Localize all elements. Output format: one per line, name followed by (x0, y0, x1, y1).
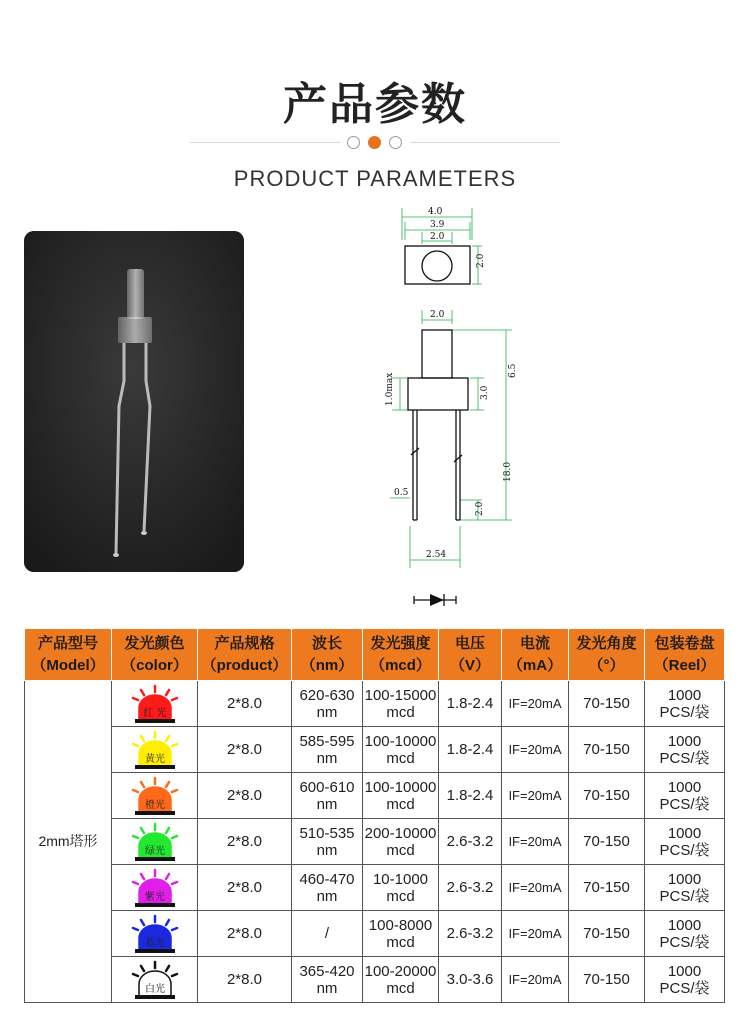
light-ray (166, 828, 169, 833)
header-current: 电流 （mA） (502, 629, 569, 681)
dim-top-height: 2.0 (476, 253, 486, 268)
cell-reel: 1000 PCS/袋 (645, 773, 725, 819)
light-ray (166, 736, 169, 741)
light-ray (166, 874, 169, 879)
light-ray (172, 974, 177, 976)
header-reel: 包装卷盘 （Reel） (645, 629, 725, 681)
light-ray (172, 698, 177, 700)
cell-color (112, 865, 198, 911)
cell-current: IF=20mA (502, 819, 569, 865)
cell-reel: 1000 PCS/袋 (645, 819, 725, 865)
header-wavelength: 波长 （nm） (292, 629, 363, 681)
bulb-base (135, 857, 175, 861)
bulb-base (135, 765, 175, 769)
color-bulb-icon (127, 822, 183, 862)
cell-spec: 2*8.0 (198, 773, 292, 819)
light-ray (166, 966, 169, 971)
light-ray (133, 882, 138, 884)
cell-color (112, 911, 198, 957)
cell-color (112, 819, 198, 865)
light-ray (133, 698, 138, 700)
light-ray (133, 928, 138, 930)
table-row (25, 773, 725, 819)
cell-spec: 2*8.0 (198, 819, 292, 865)
bulb-base (135, 903, 175, 907)
cell-intensity: 10-1000 mcd (363, 865, 439, 911)
dimension-drawing (360, 200, 520, 615)
cell-intensity: 100-15000 mcd (363, 681, 439, 727)
cell-reel: 1000 PCS/袋 (645, 911, 725, 957)
light-ray (141, 690, 144, 695)
cell-angle: 70-150 (569, 727, 645, 773)
cell-intensity: 200-10000 mcd (363, 819, 439, 865)
cell-color (112, 773, 198, 819)
color-bulb-icon (127, 684, 183, 724)
light-ray (141, 966, 144, 971)
bulb-label: 绿光 (144, 845, 165, 857)
cell-current: IF=20mA (502, 957, 569, 1003)
cell-angle: 70-150 (569, 773, 645, 819)
cell-wavelength: 460-470 nm (292, 865, 363, 911)
light-ray (133, 974, 138, 976)
light-ray (166, 920, 169, 925)
cell-angle: 70-150 (569, 865, 645, 911)
bulb-label: 紫光 (144, 891, 165, 903)
dim-total-height: 6.5 (508, 363, 518, 378)
light-ray (141, 874, 144, 879)
dim-top-width: 4.0 (428, 207, 443, 217)
led-photo-illustration (24, 231, 244, 572)
bulb-label: 蓝光 (144, 937, 165, 949)
color-bulb-icon (127, 730, 183, 770)
header-voltage: 电压 （V） (439, 629, 502, 681)
cell-voltage: 1.8-2.4 (439, 681, 502, 727)
cell-spec: 2*8.0 (198, 865, 292, 911)
cell-current: IF=20mA (502, 865, 569, 911)
cell-voltage: 3.0-3.6 (439, 957, 502, 1003)
light-ray (141, 782, 144, 787)
bulb-base (135, 811, 175, 815)
header-color: 发光颜色 （color） (112, 629, 198, 681)
dim-lens-diameter: 2.0 (430, 232, 445, 242)
light-ray (133, 744, 138, 746)
light-ray (172, 882, 177, 884)
cell-intensity: 100-8000 mcd (363, 911, 439, 957)
cell-reel: 1000 PCS/袋 (645, 865, 725, 911)
light-ray (133, 836, 138, 838)
table-header-row (25, 629, 725, 681)
light-ray (141, 736, 144, 741)
dim-lead-end: 2.0 (475, 501, 485, 516)
cell-intensity: 100-20000 mcd (363, 957, 439, 1003)
page-title: 产品参数 (283, 79, 467, 130)
cell-wavelength: 585-595 nm (292, 727, 363, 773)
cell-voltage: 2.6-3.2 (439, 865, 502, 911)
cell-spec: 2*8.0 (198, 681, 292, 727)
dim-lead-diameter: 0.5 (394, 488, 409, 498)
header-model: 产品型号 （Model） (25, 629, 112, 681)
bulb-label: 黄光 (144, 753, 165, 765)
cell-current: IF=20mA (502, 727, 569, 773)
table-row (25, 865, 725, 911)
light-ray (141, 920, 144, 925)
dim-inner-width: 3.9 (430, 220, 445, 230)
table-row (25, 957, 725, 1003)
cell-reel: 1000 PCS/袋 (645, 727, 725, 773)
bulb-label: 红 光 (142, 707, 167, 719)
light-ray (141, 828, 144, 833)
cell-angle: 70-150 (569, 681, 645, 727)
light-ray (172, 790, 177, 792)
cell-wavelength: / (292, 911, 363, 957)
bulb-label: 白光 (144, 983, 165, 995)
dim-head-width: 2.0 (430, 310, 445, 320)
cell-angle: 70-150 (569, 819, 645, 865)
dim-flange-max: 1.0max (385, 372, 395, 406)
cell-wavelength: 365-420 nm (292, 957, 363, 1003)
table-row (25, 911, 725, 957)
light-ray (172, 836, 177, 838)
cell-reel: 1000 PCS/袋 (645, 681, 725, 727)
cell-voltage: 1.8-2.4 (439, 773, 502, 819)
light-ray (172, 928, 177, 930)
light-ray (166, 782, 169, 787)
page-subtitle: PRODUCT PARAMETERS (233, 166, 517, 191)
parameter-table (24, 628, 725, 1003)
header-angle: 发光角度 （°） (569, 629, 645, 681)
cell-angle: 70-150 (569, 957, 645, 1003)
cell-reel: 1000 PCS/袋 (645, 957, 725, 1003)
cell-wavelength: 510-535 nm (292, 819, 363, 865)
dim-lead-length: 18.0 (503, 461, 513, 482)
product-photo (24, 231, 244, 572)
cell-model: 2mm塔形 (25, 681, 112, 1003)
cell-spec: 2*8.0 (198, 957, 292, 1003)
cell-voltage: 1.8-2.4 (439, 727, 502, 773)
light-ray (133, 790, 138, 792)
header-intensity: 发光强度 （mcd） (363, 629, 439, 681)
color-bulb-icon (127, 776, 183, 816)
cell-spec: 2*8.0 (198, 727, 292, 773)
bulb-base (135, 719, 175, 723)
bulb-base (135, 949, 175, 953)
cell-angle: 70-150 (569, 911, 645, 957)
cell-current: IF=20mA (502, 911, 569, 957)
bulb-label: 橙光 (144, 799, 165, 811)
light-ray (166, 690, 169, 695)
cell-current: IF=20mA (502, 681, 569, 727)
table-row (25, 819, 725, 865)
cell-color (112, 681, 198, 727)
cell-spec: 2*8.0 (198, 911, 292, 957)
color-bulb-icon (127, 914, 183, 954)
cell-voltage: 2.6-3.2 (439, 911, 502, 957)
cell-wavelength: 600-610 nm (292, 773, 363, 819)
color-bulb-icon (127, 868, 183, 908)
cell-color (112, 727, 198, 773)
title-divider (0, 135, 750, 151)
dim-pitch: 2.54 (426, 550, 447, 560)
table-row (25, 727, 725, 773)
dim-flange-height: 3.0 (480, 385, 490, 400)
cell-current: IF=20mA (502, 773, 569, 819)
table-row (25, 681, 725, 727)
cell-voltage: 2.6-3.2 (439, 819, 502, 865)
light-ray (172, 744, 177, 746)
cell-color (112, 957, 198, 1003)
bulb-base (135, 995, 175, 999)
cell-intensity: 100-10000 mcd (363, 773, 439, 819)
color-bulb-icon (127, 960, 183, 1000)
header-product: 产品规格 （product） (198, 629, 292, 681)
cell-intensity: 100-10000 mcd (363, 727, 439, 773)
cell-wavelength: 620-630 nm (292, 681, 363, 727)
